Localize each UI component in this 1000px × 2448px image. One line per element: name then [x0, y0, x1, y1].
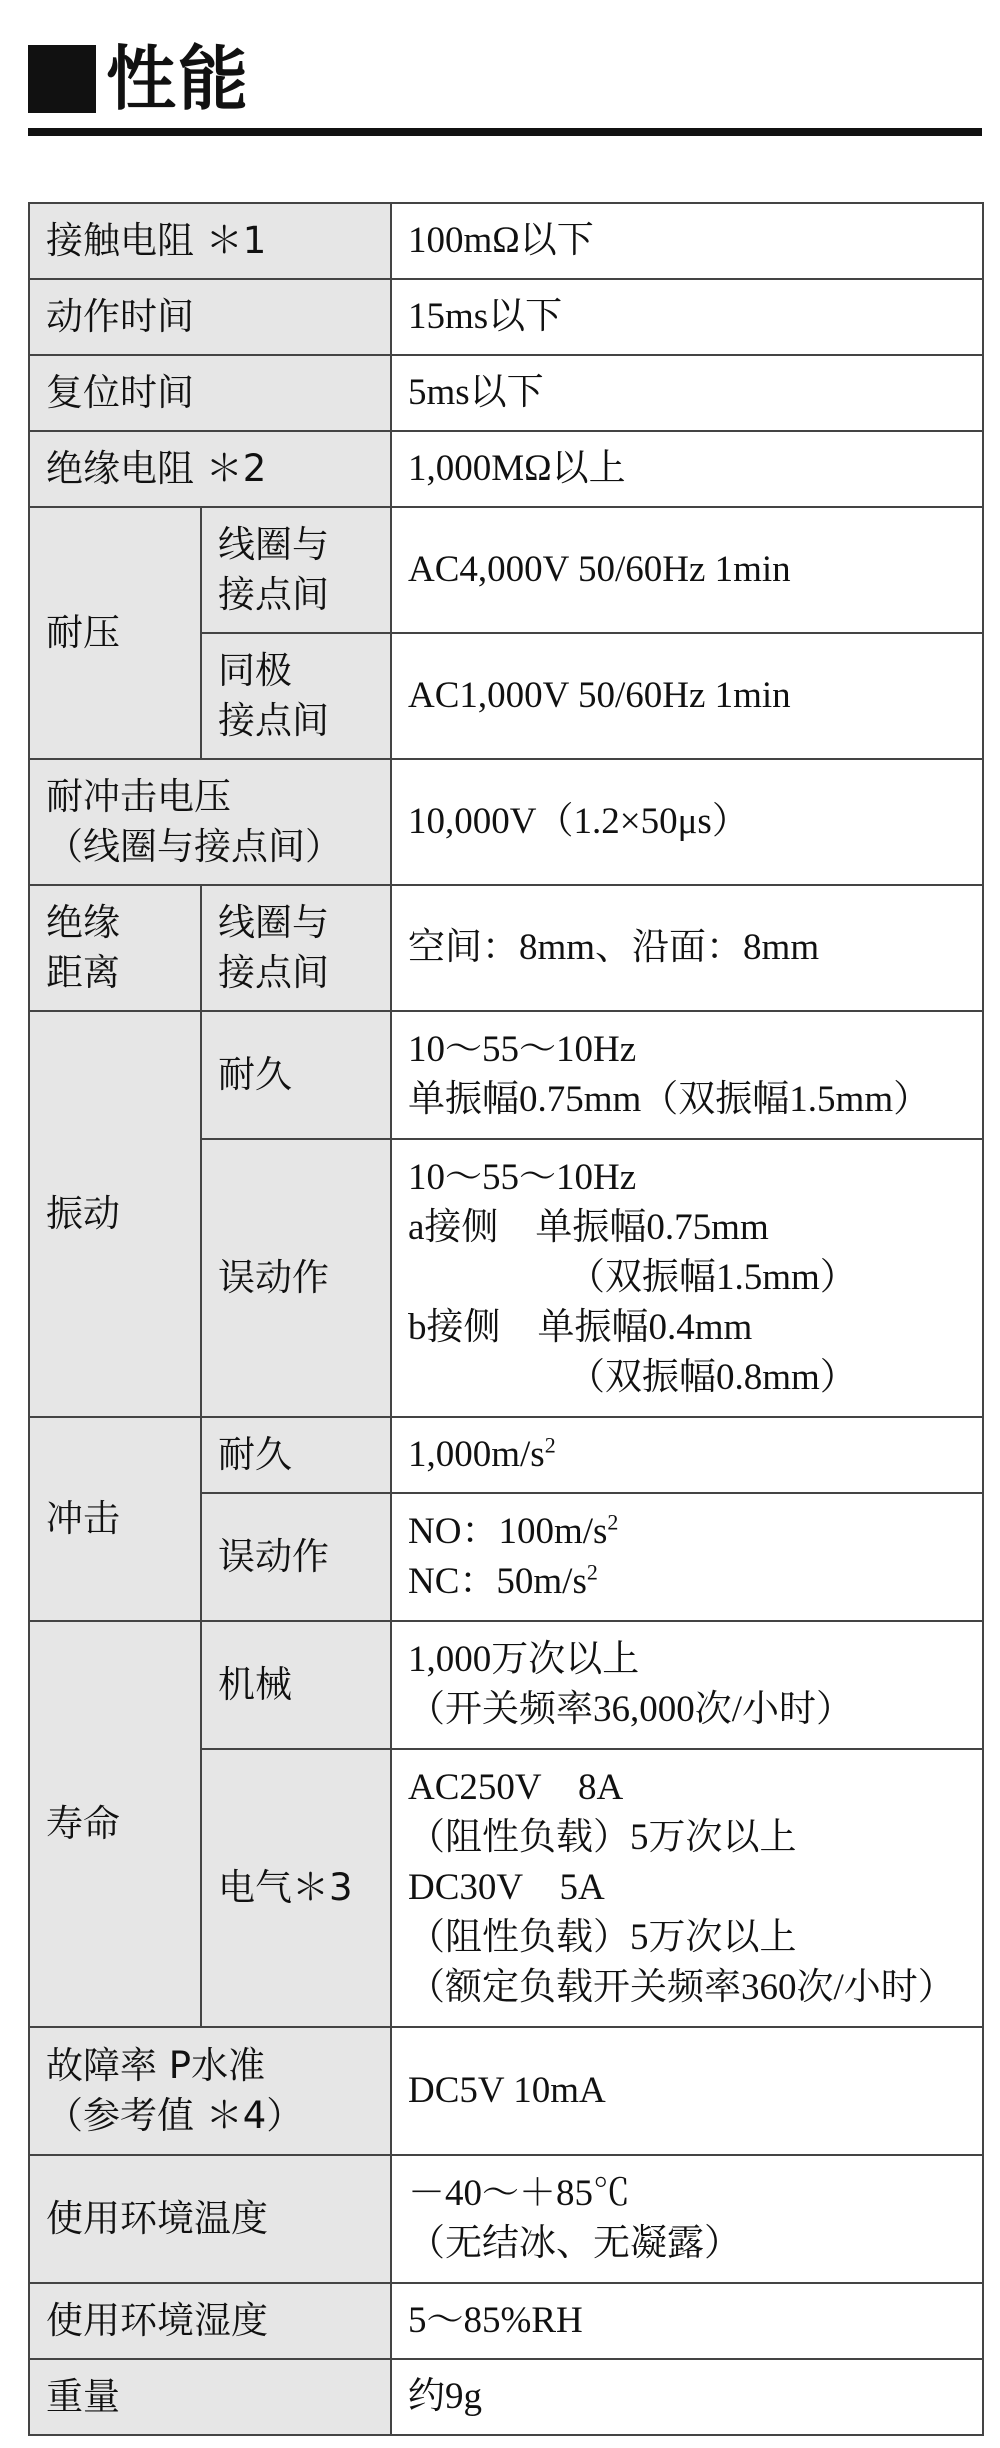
vibration-durability-value-line2: 单振幅0.75mm（双振幅1.5mm） — [408, 1079, 931, 1120]
shock-malfunction-label: 误动作 — [201, 1493, 391, 1621]
shock-durability-label: 耐久 — [201, 1417, 391, 1493]
row-vibration-durability — [29, 1011, 983, 1139]
dielectric-same-pole-value: AC1,000V 50/60Hz 1min — [391, 633, 983, 759]
title-underline — [28, 128, 982, 136]
release-time-label: 复位时间 — [29, 355, 391, 431]
shock-durability-value — [391, 1417, 983, 1493]
insulation-distance-sub-label — [201, 885, 391, 1011]
vibration-durability-value — [391, 1011, 983, 1139]
shock-malfunction-value-line2 — [408, 1557, 966, 1607]
vibration-malfunction-value-line4: b接侧 单振幅0.4mm — [408, 1307, 753, 1348]
dielectric-coil-contact-label-line1: 线圈与 — [218, 523, 329, 566]
release-time-value: 5ms以下 — [391, 355, 983, 431]
ambient-temp-label: 使用环境温度 — [29, 2155, 391, 2283]
ambient-temp-value-line2: （无结冰、无凝露） — [408, 2223, 741, 2264]
dielectric-coil-contact-label-line2: 接点间 — [218, 573, 329, 616]
dielectric-same-pole-label-line1: 同极 — [218, 649, 292, 692]
vibration-malfunction-value-line2: a接侧 单振幅0.75mm — [408, 1207, 769, 1248]
row-life-mechanical — [29, 1621, 983, 1749]
life-electrical-value-line2: （阻性负载）5万次以上 — [408, 1817, 797, 1858]
ambient-humidity-label: 使用环境湿度 — [29, 2283, 391, 2359]
life-electrical-value-line4: （阻性负载）5万次以上 — [408, 1917, 797, 1958]
life-label: 寿命 — [29, 1621, 201, 2027]
surge-label-line1: 耐冲击电压 — [46, 775, 231, 818]
insulation-distance-label-line1: 绝缘 — [46, 901, 120, 944]
surge-label-line2: （线圈与接点间） — [46, 825, 342, 868]
insulation-resistance-label: 绝缘电阻 ＊2 — [29, 431, 391, 507]
insulation-resistance-value: 1,000MΩ以上 — [391, 431, 983, 507]
failure-rate-label — [29, 2027, 391, 2155]
life-mechanical-value-line2: （开关频率36,000次/小时） — [408, 1689, 854, 1730]
vibration-durability-label: 耐久 — [201, 1011, 391, 1139]
insulation-distance-sub-label-line1: 线圈与 — [218, 901, 329, 944]
life-mechanical-label: 机械 — [201, 1621, 391, 1749]
life-mechanical-value — [391, 1621, 983, 1749]
vibration-malfunction-label: 误动作 — [201, 1139, 391, 1417]
surge-label — [29, 759, 391, 885]
shock-label: 冲击 — [29, 1417, 201, 1621]
shock-durability-exponent: 2 — [544, 1432, 556, 1458]
dielectric-coil-contact-value: AC4,000V 50/60Hz 1min — [391, 507, 983, 633]
shock-malfunction-no-text: NO：100m/s — [408, 1511, 608, 1552]
row-insulation-resistance — [29, 431, 983, 507]
row-shock-durability — [29, 1417, 983, 1493]
performance-table — [28, 202, 984, 2436]
operate-time-value: 15ms以下 — [391, 279, 983, 355]
dielectric-same-pole-label-line2: 接点间 — [218, 699, 329, 742]
shock-malfunction-nc-text: NC：50m/s — [408, 1561, 587, 1602]
surge-value: 10,000V（1.2×50μs） — [391, 759, 983, 885]
vibration-label: 振动 — [29, 1011, 201, 1417]
title-text: 性能 — [106, 38, 250, 120]
dielectric-same-pole-label — [201, 633, 391, 759]
vibration-durability-value-line1: 10～55～10Hz — [408, 1029, 637, 1070]
life-electrical-value-line3: DC30V 5A — [408, 1867, 605, 1908]
life-electrical-label: 电气＊3 — [201, 1749, 391, 2027]
page-title — [28, 36, 250, 122]
shock-malfunction-nc-exponent: 2 — [586, 1559, 598, 1585]
ambient-temp-value — [391, 2155, 983, 2283]
vibration-malfunction-value-line3: （双振幅1.5mm） — [568, 1257, 857, 1298]
failure-rate-label-line1: 故障率 P水准 — [46, 2044, 266, 2087]
weight-value: 约9g — [391, 2359, 983, 2435]
contact-resistance-label: 接触电阻 ＊1 — [29, 203, 391, 279]
ambient-temp-value-line1: －40～＋85℃ — [408, 2173, 630, 2214]
row-ambient-temp — [29, 2155, 983, 2283]
life-mechanical-value-line1: 1,000万次以上 — [408, 1639, 640, 1680]
ambient-humidity-value: 5～85%RH — [391, 2283, 983, 2359]
life-electrical-value-line5: （额定负载开关频率360次/小时） — [408, 1967, 955, 2008]
shock-durability-value-text: 1,000m/s — [408, 1434, 545, 1475]
row-ambient-humidity — [29, 2283, 983, 2359]
insulation-distance-value: 空间：8mm、沿面：8mm — [391, 885, 983, 1011]
weight-label: 重量 — [29, 2359, 391, 2435]
vibration-malfunction-value-line1: 10～55～10Hz — [408, 1157, 637, 1198]
life-electrical-value-line1: AC250V 8A — [408, 1767, 624, 1808]
dielectric-label: 耐压 — [29, 507, 201, 759]
failure-rate-label-line2: （参考值 ＊4） — [46, 2094, 304, 2137]
shock-malfunction-value — [391, 1493, 983, 1621]
vibration-malfunction-value-line5: （双振幅0.8mm） — [568, 1357, 857, 1398]
row-weight — [29, 2359, 983, 2435]
title-square-marker — [28, 45, 96, 113]
row-insulation-distance — [29, 885, 983, 1011]
row-failure-rate — [29, 2027, 983, 2155]
insulation-distance-sub-label-line2: 接点间 — [218, 951, 329, 994]
failure-rate-value: DC5V 10mA — [391, 2027, 983, 2155]
operate-time-label: 动作时间 — [29, 279, 391, 355]
row-operate-time — [29, 279, 983, 355]
row-contact-resistance — [29, 203, 983, 279]
shock-malfunction-value-line1 — [408, 1507, 966, 1557]
dielectric-coil-contact-label — [201, 507, 391, 633]
insulation-distance-label — [29, 885, 201, 1011]
life-electrical-value — [391, 1749, 983, 2027]
vibration-malfunction-value — [391, 1139, 983, 1417]
shock-malfunction-no-exponent: 2 — [607, 1509, 619, 1535]
contact-resistance-value: 100mΩ以下 — [391, 203, 983, 279]
row-dielectric-coil-contact — [29, 507, 983, 633]
row-surge — [29, 759, 983, 885]
row-release-time — [29, 355, 983, 431]
insulation-distance-label-line2: 距离 — [46, 951, 120, 994]
